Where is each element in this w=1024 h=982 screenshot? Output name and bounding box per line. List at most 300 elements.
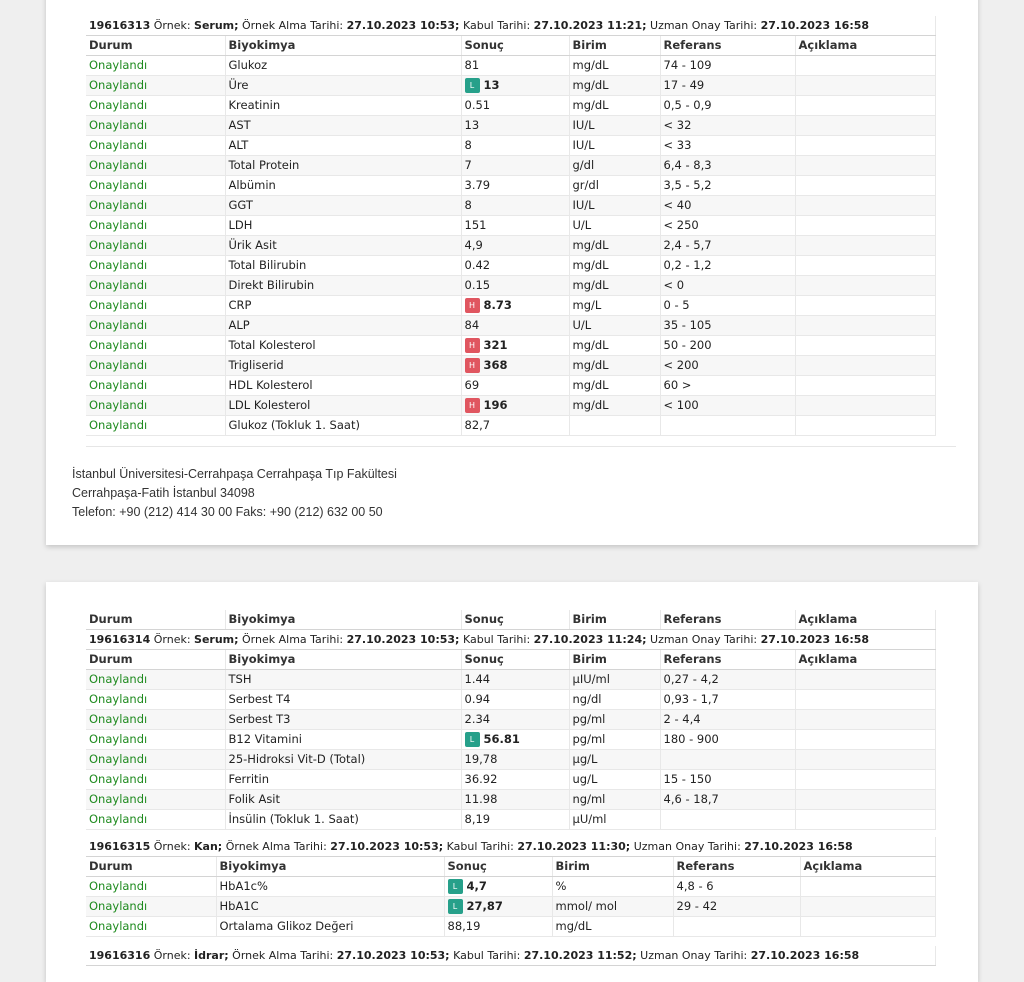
comment-cell <box>795 396 936 416</box>
sample-header <box>86 946 936 966</box>
result-value: 8 <box>464 198 472 212</box>
unit-cell: ng/dl <box>569 690 660 710</box>
reference-cell: < 40 <box>660 196 795 216</box>
acceptance-date: 27.10.2023 11:24; <box>533 633 647 646</box>
result-value: 8,19 <box>464 812 491 826</box>
reference-cell: 4,8 - 6 <box>673 877 800 897</box>
result-cell <box>444 897 552 917</box>
result-value: 2.34 <box>464 712 491 726</box>
unit-cell: mg/L <box>569 296 660 316</box>
test-name-cell: B12 Vitamini <box>225 730 461 750</box>
comment-cell <box>795 256 936 276</box>
comment-cell <box>795 770 936 790</box>
reference-cell: < 32 <box>660 116 795 136</box>
comment-cell <box>795 710 936 730</box>
result-value: 82,7 <box>464 418 491 432</box>
col-durum: Durum <box>86 857 216 877</box>
test-name-cell: 25-Hidroksi Vit-D (Total) <box>225 750 461 770</box>
table-row <box>86 96 936 116</box>
unit-cell <box>569 416 660 436</box>
result-cell <box>461 276 569 296</box>
test-name-cell: Glukoz (Tokluk 1. Saat) <box>225 416 461 436</box>
result-cell <box>461 670 569 690</box>
unit-cell: pg/ml <box>569 730 660 750</box>
unit-cell: mmol/ mol <box>552 897 673 917</box>
result-value: 36.92 <box>464 772 498 786</box>
test-name-cell: Trigliserid <box>225 356 461 376</box>
result-value: 196 <box>483 398 508 412</box>
collection-date-label: Örnek Alma Tarihi: <box>222 840 331 853</box>
reference-cell: 0,93 - 1,7 <box>660 690 795 710</box>
collection-date: 27.10.2023 10:53; <box>346 633 460 646</box>
results-table <box>86 946 936 966</box>
reference-cell: < 100 <box>660 396 795 416</box>
col-durum: Durum <box>86 650 225 670</box>
acceptance-date: 27.10.2023 11:52; <box>523 949 637 962</box>
approval-date-label: Uzman Onay Tarihi: <box>646 633 761 646</box>
table-row <box>86 196 936 216</box>
result-value: 4,9 <box>464 238 483 252</box>
status-cell: Onaylandı <box>86 416 225 436</box>
result-value: 88,19 <box>447 919 481 933</box>
table-row <box>86 296 936 316</box>
sample-type: Serum; <box>194 633 239 646</box>
result-value: 8.73 <box>483 298 512 312</box>
approval-date-label: Uzman Onay Tarihi: <box>646 19 761 32</box>
result-value: 1.44 <box>464 672 491 686</box>
comment-cell <box>800 917 936 937</box>
result-value: 368 <box>483 358 508 372</box>
result-cell <box>461 216 569 236</box>
unit-cell: pg/ml <box>569 710 660 730</box>
result-value: 81 <box>464 58 480 72</box>
table-row <box>86 336 936 356</box>
high-flag-badge: H <box>465 338 480 353</box>
table-row <box>86 396 936 416</box>
status-cell: Onaylandı <box>86 156 225 176</box>
unit-cell: µIU/ml <box>569 670 660 690</box>
table-row <box>86 416 936 436</box>
status-cell: Onaylandı <box>86 670 225 690</box>
status-cell: Onaylandı <box>86 116 225 136</box>
test-name-cell: LDH <box>225 216 461 236</box>
table-row <box>86 76 936 96</box>
reference-cell: < 200 <box>660 356 795 376</box>
table-row <box>86 810 936 830</box>
sample-type-label: Örnek: <box>150 840 195 853</box>
comment-cell <box>795 236 936 256</box>
result-cell <box>461 96 569 116</box>
result-cell <box>461 770 569 790</box>
reference-cell: < 33 <box>660 136 795 156</box>
status-cell: Onaylandı <box>86 176 225 196</box>
comment-cell <box>795 116 936 136</box>
comment-cell <box>795 316 936 336</box>
comment-cell <box>800 897 936 917</box>
reference-cell <box>660 810 795 830</box>
sample-number: 19616313 <box>89 19 151 32</box>
table-row <box>86 770 936 790</box>
test-name-cell: Serbest T3 <box>225 710 461 730</box>
test-name-cell: Ferritin <box>225 770 461 790</box>
unit-cell: IU/L <box>569 116 660 136</box>
test-name-cell: HbA1C <box>216 897 444 917</box>
sample-header <box>86 837 936 857</box>
table-row <box>86 750 936 770</box>
column-header-row <box>86 857 936 877</box>
result-cell <box>461 176 569 196</box>
comment-cell <box>795 216 936 236</box>
test-name-cell: Folik Asit <box>225 790 461 810</box>
collection-date: 27.10.2023 10:53; <box>346 19 460 32</box>
reference-cell: 15 - 150 <box>660 770 795 790</box>
unit-cell: IU/L <box>569 136 660 156</box>
test-name-cell: Ürik Asit <box>225 236 461 256</box>
result-value: 13 <box>483 78 500 92</box>
footer-line-1: İstanbul Üniversitesi-Cerrahpaşa Cerrahpaşa Tıp Fakültesi <box>72 467 397 481</box>
test-name-cell: HDL Kolesterol <box>225 376 461 396</box>
unit-cell: ug/L <box>569 770 660 790</box>
sample-header-row <box>86 946 936 966</box>
result-cell <box>461 336 569 356</box>
table-row <box>86 917 936 937</box>
unit-cell: mg/dL <box>569 256 660 276</box>
table-row <box>86 236 936 256</box>
unit-cell: mg/dL <box>569 336 660 356</box>
status-cell: Onaylandı <box>86 96 225 116</box>
test-name-cell: Total Kolesterol <box>225 336 461 356</box>
status-cell: Onaylandı <box>86 897 216 917</box>
comment-cell <box>795 176 936 196</box>
approval-date-label: Uzman Onay Tarihi: <box>636 949 751 962</box>
comment-cell <box>795 136 936 156</box>
col-referans: Referans <box>660 650 795 670</box>
unit-cell: mg/dL <box>569 396 660 416</box>
col-biyokimya: Biyokimya <box>225 610 461 630</box>
table-row <box>86 356 936 376</box>
col-birim: Birim <box>569 610 660 630</box>
comment-cell <box>795 810 936 830</box>
column-header-row <box>86 650 936 670</box>
comment-cell <box>795 730 936 750</box>
result-cell <box>461 730 569 750</box>
status-cell: Onaylandı <box>86 256 225 276</box>
result-cell <box>461 236 569 256</box>
column-header-row <box>86 36 936 56</box>
sample-type: Serum; <box>194 19 239 32</box>
status-cell: Onaylandı <box>86 136 225 156</box>
col-aciklama: Açıklama <box>795 610 936 630</box>
result-cell <box>461 690 569 710</box>
unit-cell: IU/L <box>569 196 660 216</box>
test-name-cell: TSH <box>225 670 461 690</box>
collection-date-label: Örnek Alma Tarihi: <box>238 633 347 646</box>
sample-header <box>86 630 936 650</box>
result-cell <box>461 316 569 336</box>
approval-date-label: Uzman Onay Tarihi: <box>630 840 745 853</box>
col-biyokimya: Biyokimya <box>225 36 461 56</box>
result-cell <box>461 376 569 396</box>
reference-cell: 0,27 - 4,2 <box>660 670 795 690</box>
approval-date: 27.10.2023 16:58 <box>760 633 870 646</box>
result-value: 0.15 <box>464 278 491 292</box>
comment-cell <box>795 670 936 690</box>
status-cell: Onaylandı <box>86 690 225 710</box>
sample-header-row <box>86 837 936 857</box>
status-cell: Onaylandı <box>86 396 225 416</box>
col-aciklama: Açıklama <box>800 857 936 877</box>
result-value: 84 <box>464 318 480 332</box>
col-aciklama: Açıklama <box>795 36 936 56</box>
approval-date: 27.10.2023 16:58 <box>744 840 853 853</box>
test-name-cell: Üre <box>225 76 461 96</box>
reference-cell: 0,5 - 0,9 <box>660 96 795 116</box>
footer-line-3: Telefon: +90 (212) 414 30 00 Faks: +90 (212) 632 00 50 <box>72 505 383 519</box>
comment-cell <box>795 690 936 710</box>
reference-cell: 180 - 900 <box>660 730 795 750</box>
sample-type-label: Örnek: <box>150 19 195 32</box>
test-name-cell: Serbest T4 <box>225 690 461 710</box>
result-cell <box>461 810 569 830</box>
comment-cell <box>795 76 936 96</box>
hospital-footer <box>72 465 397 522</box>
unit-cell: mg/dL <box>569 356 660 376</box>
result-cell <box>461 750 569 770</box>
reference-cell: 0 - 5 <box>660 296 795 316</box>
result-cell <box>461 116 569 136</box>
table-row <box>86 670 936 690</box>
comment-cell <box>795 356 936 376</box>
reference-cell: 35 - 105 <box>660 316 795 336</box>
sample-type-label: Örnek: <box>150 949 195 962</box>
test-name-cell: Total Bilirubin <box>225 256 461 276</box>
result-cell <box>444 917 552 937</box>
col-birim: Birim <box>552 857 673 877</box>
result-value: 7 <box>464 158 472 172</box>
sample-type: Kan; <box>194 840 223 853</box>
result-value: 27,87 <box>466 899 503 913</box>
approval-date: 27.10.2023 16:58 <box>750 949 860 962</box>
status-cell: Onaylandı <box>86 196 225 216</box>
status-cell: Onaylandı <box>86 917 216 937</box>
col-referans: Referans <box>660 610 795 630</box>
col-aciklama: Açıklama <box>795 650 936 670</box>
acceptance-date-label: Kabul Tarihi: <box>443 840 518 853</box>
table-row <box>86 730 936 750</box>
status-cell: Onaylandı <box>86 770 225 790</box>
status-cell: Onaylandı <box>86 276 225 296</box>
result-value: 4,7 <box>466 879 487 893</box>
sample-number: 19616315 <box>89 840 151 853</box>
unit-cell: gr/dl <box>569 176 660 196</box>
test-name-cell: İnsülin (Tokluk 1. Saat) <box>225 810 461 830</box>
reference-cell: 60 > <box>660 376 795 396</box>
sample-header-row <box>86 630 936 650</box>
table-row <box>86 276 936 296</box>
collection-date-label: Örnek Alma Tarihi: <box>238 19 347 32</box>
result-cell <box>461 156 569 176</box>
status-cell: Onaylandı <box>86 296 225 316</box>
result-block-blood <box>86 837 936 937</box>
table-row <box>86 877 936 897</box>
table-row <box>86 316 936 336</box>
unit-cell: U/L <box>569 316 660 336</box>
col-referans: Referans <box>673 857 800 877</box>
result-block-urine <box>86 946 936 966</box>
comment-cell <box>795 790 936 810</box>
result-cell <box>461 416 569 436</box>
comment-cell <box>795 276 936 296</box>
test-name-cell: ALT <box>225 136 461 156</box>
sample-header <box>86 16 936 36</box>
table-row <box>86 56 936 76</box>
comment-cell <box>795 196 936 216</box>
unit-cell: µU/ml <box>569 810 660 830</box>
status-cell: Onaylandı <box>86 710 225 730</box>
comment-cell <box>795 156 936 176</box>
status-cell: Onaylandı <box>86 56 225 76</box>
reference-cell <box>660 416 795 436</box>
reference-cell: 2 - 4,4 <box>660 710 795 730</box>
collection-date: 27.10.2023 10:53; <box>336 949 450 962</box>
test-name-cell: Glukoz <box>225 56 461 76</box>
result-cell <box>461 790 569 810</box>
comment-cell <box>795 336 936 356</box>
result-cell <box>461 136 569 156</box>
low-flag-badge: L <box>448 899 463 914</box>
reference-cell: 17 - 49 <box>660 76 795 96</box>
reference-cell: < 250 <box>660 216 795 236</box>
comment-cell <box>800 877 936 897</box>
unit-cell: U/L <box>569 216 660 236</box>
unit-cell: mg/dL <box>569 236 660 256</box>
result-value: 19,78 <box>464 752 498 766</box>
result-value: 11.98 <box>464 792 498 806</box>
collection-date: 27.10.2023 10:53; <box>330 840 444 853</box>
col-birim: Birim <box>569 650 660 670</box>
col-referans: Referans <box>660 36 795 56</box>
unit-cell: ng/ml <box>569 790 660 810</box>
status-cell: Onaylandı <box>86 790 225 810</box>
status-cell: Onaylandı <box>86 216 225 236</box>
table-row <box>86 790 936 810</box>
result-value: 151 <box>464 218 487 232</box>
status-cell: Onaylandı <box>86 810 225 830</box>
table-row <box>86 376 936 396</box>
table-row <box>86 116 936 136</box>
comment-cell <box>795 750 936 770</box>
column-header-row <box>86 610 936 630</box>
status-cell: Onaylandı <box>86 376 225 396</box>
table-row <box>86 176 936 196</box>
test-name-cell: GGT <box>225 196 461 216</box>
col-sonuc: Sonuç <box>461 610 569 630</box>
reference-cell: 74 - 109 <box>660 56 795 76</box>
sample-number: 19616314 <box>89 633 151 646</box>
status-cell: Onaylandı <box>86 76 225 96</box>
table-row <box>86 156 936 176</box>
result-value: 3.79 <box>464 178 491 192</box>
col-durum: Durum <box>86 610 225 630</box>
test-name-cell: Direkt Bilirubin <box>225 276 461 296</box>
col-sonuc: Sonuç <box>461 36 569 56</box>
unit-cell: mg/dL <box>569 76 660 96</box>
comment-cell <box>795 376 936 396</box>
status-cell: Onaylandı <box>86 236 225 256</box>
acceptance-date-label: Kabul Tarihi: <box>459 633 534 646</box>
result-cell <box>444 877 552 897</box>
unit-cell: g/dl <box>569 156 660 176</box>
unit-cell: mg/dL <box>569 96 660 116</box>
unit-cell: mg/dL <box>569 276 660 296</box>
comment-cell <box>795 296 936 316</box>
result-cell <box>461 356 569 376</box>
result-cell <box>461 396 569 416</box>
result-value: 8 <box>464 138 472 152</box>
comment-cell <box>795 56 936 76</box>
result-value: 69 <box>464 378 480 392</box>
comment-cell <box>795 96 936 116</box>
col-sonuc: Sonuç <box>444 857 552 877</box>
reference-cell <box>673 917 800 937</box>
status-cell: Onaylandı <box>86 336 225 356</box>
results-table <box>86 16 936 436</box>
reference-cell: 3,5 - 5,2 <box>660 176 795 196</box>
result-block-serum-1 <box>86 16 936 436</box>
footer-line-2: Cerrahpaşa-Fatih İstanbul 34098 <box>72 486 255 500</box>
high-flag-badge: H <box>465 358 480 373</box>
test-name-cell: Kreatinin <box>225 96 461 116</box>
low-flag-badge: L <box>465 78 480 93</box>
col-biyokimya: Biyokimya <box>225 650 461 670</box>
sample-type: İdrar; <box>194 949 229 962</box>
result-value: 13 <box>464 118 480 132</box>
status-cell: Onaylandı <box>86 750 225 770</box>
table-row <box>86 690 936 710</box>
acceptance-date: 27.10.2023 11:30; <box>517 840 631 853</box>
high-flag-badge: H <box>465 298 480 313</box>
reference-cell: < 0 <box>660 276 795 296</box>
col-sonuc: Sonuç <box>461 650 569 670</box>
table-row <box>86 897 936 917</box>
result-cell <box>461 56 569 76</box>
reference-cell: 4,6 - 18,7 <box>660 790 795 810</box>
table-row <box>86 256 936 276</box>
col-biyokimya: Biyokimya <box>216 857 444 877</box>
result-cell <box>461 196 569 216</box>
reference-cell <box>660 750 795 770</box>
result-cell <box>461 296 569 316</box>
unit-cell: mg/dL <box>569 56 660 76</box>
test-name-cell: HbA1c% <box>216 877 444 897</box>
result-value: 0.42 <box>464 258 491 272</box>
test-name-cell: Ortalama Glikoz Değeri <box>216 917 444 937</box>
reference-cell: 29 - 42 <box>673 897 800 917</box>
sample-number: 19616316 <box>89 949 151 962</box>
unit-cell: mg/dL <box>552 917 673 937</box>
result-value: 0.51 <box>464 98 491 112</box>
reference-cell: 2,4 - 5,7 <box>660 236 795 256</box>
result-cell <box>461 710 569 730</box>
acceptance-date-label: Kabul Tarihi: <box>449 949 524 962</box>
comment-cell <box>795 416 936 436</box>
table-row <box>86 216 936 236</box>
acceptance-date: 27.10.2023 11:21; <box>533 19 647 32</box>
sample-type-label: Örnek: <box>150 633 195 646</box>
result-block-serum-2 <box>86 610 936 830</box>
reference-cell: 0,2 - 1,2 <box>660 256 795 276</box>
col-durum: Durum <box>86 36 225 56</box>
